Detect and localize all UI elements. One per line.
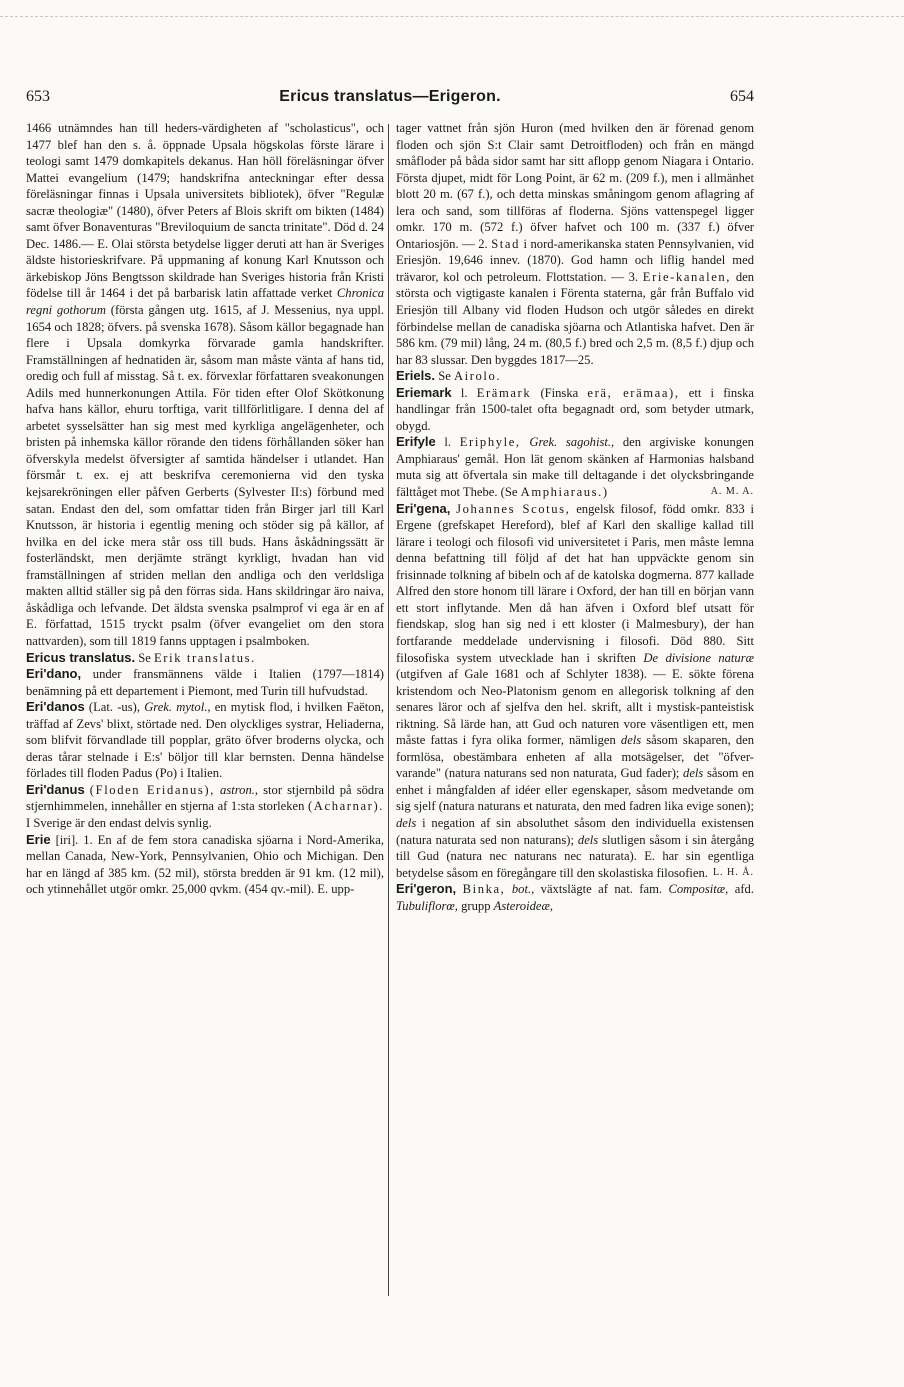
taxon-name: Compositæ,: [668, 882, 729, 897]
entry-erie-continuation: [396, 120, 754, 368]
headword: Eri'danus: [26, 781, 85, 797]
body-text: den argiviske konungen Amphiaraus' gemål. Hon lät genom skänken af Harmonias halsband muta sig att öfvertala sin make till deltagande i det olycksbringande fälttåget mot Thebe. (Se: [396, 435, 754, 500]
body-text: [iri]. 1. En af de fem stora canadiska sjöarna i Nord-Amerika, mellan Canada, New-York, Pennsylvanien, Ohio och Michigan. Den har en längd af 385 km. (52 mil), största bredden är 91 km. (12 mil), och ytinnehållet utgör omkr. 25,000 qvkm. (454 qv.-mil). E. upp-: [26, 832, 384, 897]
body-text: tager vattnet från sjön Huron (med hvilken den är förenad genom floden och sjön S:t Clair samt Detroitfloden) och från en mängd småfloder på båda sidor samt har sitt aflopp genom Niagara i Ontario. Första djupet, midt för Long Point, är 62 m. (209 f.), men i allmänhet blott 20 m. (67 f.), och detta minskas småningom genom aflagring af lera och sand, som tillföras af floderna. Sjöns vattenspegel ligger omkr. 170 m. (572 f.) öfver hafvet och 100 m. (337 f.) öfver Ontariosjön. — 2.: [396, 121, 754, 251]
cross-reference: Amphiaraus.): [520, 485, 609, 500]
body-text: såsom en enhet i mångfalden af idéer eller egenskaper, såsom medvetande om sig sjelf (natura naturans et naturata, den med fadren lika evige sonen);: [396, 766, 754, 814]
body-text: I Sverige är den endast delvis synlig.: [26, 815, 212, 830]
taxon-name: Asteroideæ,: [493, 898, 554, 913]
entry-eridanus: [26, 782, 384, 832]
page-number-right: 654: [730, 88, 754, 105]
body-text: en mytisk flod, i hvilken Faëton, träffad af Zevs' blixt, störtade ned. Den olyckliges systrar, Heliaderna, som blifvit förvandlade till popplar, gräto öfver broderns olycka, och deras tårar stelnade i E:s' böljor till klar bernsten. Denna händelse förlades till floden Padus (Po) i Italien.: [26, 700, 384, 781]
entry-eriemark: [396, 385, 754, 435]
headword: Erie: [26, 831, 51, 847]
body-text: afd.: [734, 882, 754, 897]
entry-erifyle: [396, 434, 754, 500]
body-text: ett i finska handlingar från 1500-talet ofta begagnadt ord, som betyder utmark, obygd.: [396, 385, 754, 433]
spaced-text: (Floden Eridanus),: [89, 782, 215, 797]
headword: Eri'danos: [26, 699, 85, 715]
headword: Eri'dano,: [26, 666, 82, 682]
running-head: Ericus translatus—Erigeron.: [279, 88, 501, 105]
body-text: l.: [444, 435, 452, 450]
subject-label: Grek. mytol.,: [144, 700, 211, 715]
entry-ericus-translatus: [26, 650, 384, 667]
entry-continuation: [26, 120, 384, 650]
body-text: växtslägte af nat. fam.: [540, 882, 663, 897]
body-text: Se: [138, 650, 151, 665]
body-text: 1466 utnämndes han till heders-värdigheten af "scholasticus", och 1477 blef han den s. å. öppnade Upsala högskolas förste lärare i teologi samt 1479 domkapitels dekanus. Han höll föreläsningar öfver Mattei evangelium (1479; handskrifna anteckningar efter dessa föreläsningar finnas i Upsala universitets bibliotek), öfver "Regulæ sacræ theologiæ" (1480), öfver Peters af Blois skrift om bikten (1484) samt öfver Bonaventuras "Breviloquium de sancta trinitate". Död d. 24 Dec. 1486.— E. Olai största betydelse ligger deruti att han är Sveriges äldste historieskrifvare. På uppmaning af konung Karl Knutsson och ärkebiskop Jöns Bengtsson skildrade han Sveriges historia från Kristi födelse till år 1464 i det på barbarisk latin affattade verket: [26, 121, 384, 301]
body-text: grupp: [461, 898, 491, 913]
body-text: den största och vigtigaste kanalen i Förenta staterna, går från Buffalo vid Eriesjön till Albany vid floden Hudson och utgör således en direkt förbindelse mellan de canadiska sjöarna och Atlantiska hafvet. Den är 586 km. (79 mil) lång, 24 m. (80,5 f.) bred och 2,5 m. (8,5 f.) djup och har 83 slussar. Den byggdes 1817—25.: [396, 269, 754, 367]
column-divider: [388, 124, 389, 1296]
entry-eriels: [396, 368, 754, 385]
work-title: De divisione naturæ: [643, 650, 754, 665]
headword: Eri'gena,: [396, 500, 451, 516]
work-title: Chronica regni gothorum: [26, 286, 384, 318]
body-text: (första gången utg. 1615, af J. Messenius, nya uppl. 1654 och 1828; öfvers. på svenska 1678). Såsom källor begagnade han flere i Upsala domkyrka förvarade gamla handskrifter. Framställningen af hednatiden är, såsom man måste vänta af hans tid, oredig och full af misstag. Så t. ex. förvexlar författaren sveakonungen Adils med hunnerkonungen Attila. För tiden efter Olof Skötkonung hafva hans källor, ehuru torftiga, varit tillförlitligare. I denna del af arbetet sysselsätter han sig mest med kyrkliga angelägenheter, och bristen på inhemska källor rörande den tidens förhållanden söker han öfverskyla medelst öfversigter af samtida händelser i utlandet. Han försmår t. ex. ej att beskrifva ceremonierna vid den tyska kejsarekröningen eller påfven Gerberts (Sylvester II:s) förbund med satan. Endast den del, som omfattar tiden från Birger jarl till Karl Knutsson, är historia i egentlig mening och stöder sig på källor, af hvilka en del icke mera står oss till buds. Hans åskådningssätt är fosterländskt, men derjämte strängt kyrkligt, hvadan han vid framställningen af striden mellan den andliga och den verldsliga makten alltid ställer sig på den förras sida. Hans skildringar äro naiva, åskådliga och lefvande. Det äldsta svenska psalmprof vi ega är en af E. författad, 1515 tryckt psalm (öfver evangeliet om den stora nattvarden), som till 1819 fanns upptagen i psalmboken.: [26, 303, 384, 648]
spaced-text: Binka,: [462, 882, 506, 897]
emphasis: dels: [683, 766, 704, 781]
emphasis: dels: [620, 733, 642, 748]
spaced-text: Erämark: [476, 385, 532, 400]
right-column: [396, 120, 754, 1360]
spaced-text: Erie-kanalen,: [642, 269, 732, 284]
body-text: i negation af sin absoluthet såsom den individuella existensen (natura naturata sed non naturans);: [396, 815, 754, 847]
headword: Eriemark: [396, 384, 452, 400]
spaced-text: Stad: [491, 236, 520, 251]
subject-label: bot.,: [511, 882, 535, 897]
page-number-left: 653: [26, 88, 50, 105]
entry-erigena: [396, 501, 754, 882]
subject-label: Grek. sagohist.,: [529, 435, 615, 450]
taxon-name: Tubuliflorœ,: [396, 898, 458, 913]
headword: Ericus translatus.: [26, 649, 136, 665]
cross-reference: Erik translatus.: [154, 650, 256, 665]
body-text: i nord-amerikanska staten Pennsylvanien, vid Eriesjön. 19,646 innev. (1870). God hamn och liflig handel med trävaror, kol och petroleum. Flottstation. — 3.: [396, 236, 754, 284]
top-dashed-rule: [0, 16, 904, 17]
emphasis: dels: [577, 832, 599, 847]
entry-erie: [26, 832, 384, 898]
headword: Erifyle: [396, 434, 436, 450]
body-text: under fransmännens välde i Italien (1797—1814) benämning på ett departement i Piemont, med Turin till hufvudstad.: [26, 667, 384, 698]
body-text: (Lat. -us),: [88, 700, 140, 715]
body-text: stor stjernbild på södra stjernhimmelen, innehåller en stjerna af 1:sta storleken: [26, 782, 384, 814]
subject-label: astron.,: [220, 782, 259, 797]
body-text: slutligen såsom i sin återgång till Gud (natura nec naturans nec naturata). E. har sin egentliga betydelse såsom en föregångare till den skolastiska filosofien.: [396, 832, 754, 880]
body-text: såsom skaparen, den formlösa, obestämbara enheten af alla motsägelser, det "öfver-varande" (natura naturans sed non naturata, Gud fader);: [396, 733, 754, 781]
author-signature: A. M. A.: [710, 486, 754, 498]
headword: Eri'geron,: [396, 881, 457, 897]
spaced-text: Eriphyle,: [459, 435, 521, 450]
body-text: Se: [438, 369, 451, 384]
author-signature: L. H. Å.: [712, 866, 754, 878]
cross-reference: Airolo.: [453, 369, 502, 384]
body-text: l.: [460, 385, 468, 400]
entry-eridano: [26, 666, 384, 699]
body-text: engelsk filosof, född omkr. 833 i Ergene (grefskapet Hereford), blef af Karl den skallige kallad till lärare i teologi och filosofi vid universitetet i Paris, men måste lemna denna befattning till följd af det hat han uppväckte genom sin frisinnade tolkning af bibeln och af de katolska dogmerna. 877 kallade Alfred den store honom till lärare i Oxford, der han till en början vann ett stort inflytande. Men då han äfven i Oxford blef utsatt för fiendskap, slog han sig ned i ett kloster (i Malmesbury), der han fortfarande meddelade undervisning i filosofi. Död 880. Sitt filosofiska system utvecklade han i skriften: [396, 501, 754, 665]
emphasis: dels: [396, 815, 417, 830]
entry-erigeron: [396, 881, 754, 914]
page-header: [26, 88, 754, 110]
left-column: [26, 120, 384, 1360]
spaced-text: Johannes Scotus,: [456, 501, 571, 516]
entry-eridanos: [26, 699, 384, 782]
headword: Eriels.: [396, 368, 436, 384]
body-text: (utgifven af Gale 1681 och af Schlyter 1838). — E. sökte förena kristendom och Neo-Platonism genom en allegorisk tolkning af den senares läror och af sjelfva den hel. skrift, allt i mystisk-panteistisk riktning. Så lärde han, att Gud och naturen vore väsentligen ett, men måste fattas i fyra olika former, nämligen: [396, 667, 754, 748]
spaced-text: erä, erämaa),: [587, 385, 680, 400]
body-text: (Finska: [540, 385, 579, 400]
spaced-text: (Acharnar).: [308, 799, 384, 814]
